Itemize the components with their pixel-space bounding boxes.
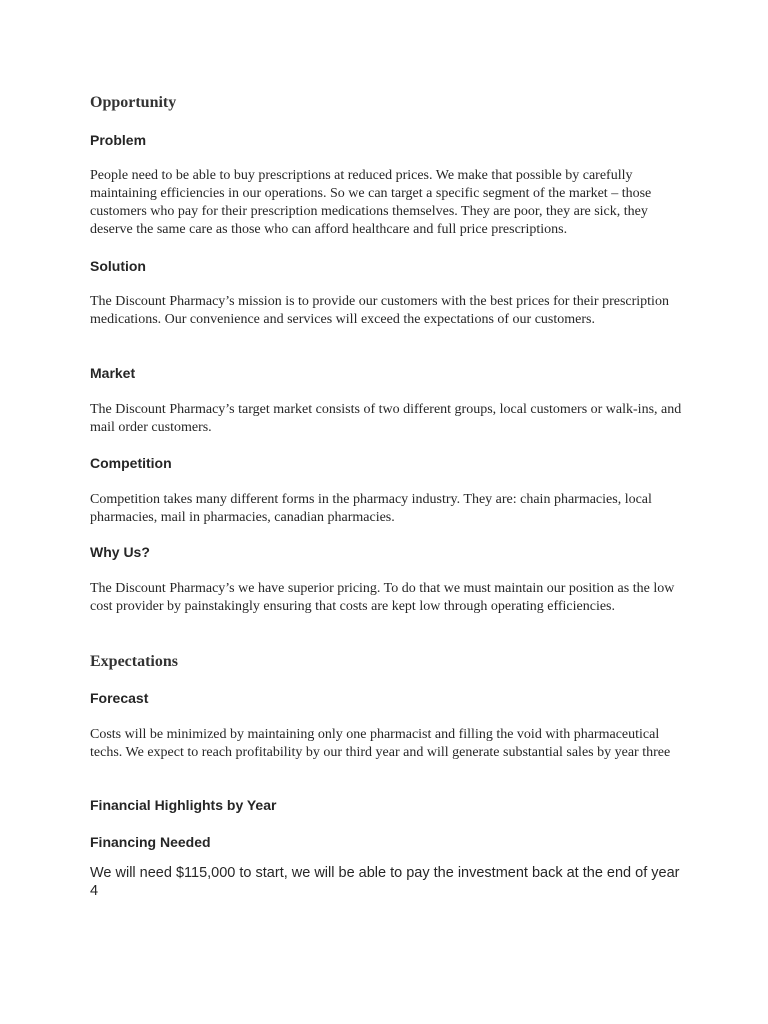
paragraph-solution: The Discount Pharmacy’s mission is to provide our customers with the best prices for their prescription medications. Our convenience and services will exceed the expectations of our customers. xyxy=(90,294,669,327)
paragraph-competition: Competition takes many different forms in the pharmacy industry. They are: chain pharmacies, local pharmacies, mail in pharmacies, canadian pharmacies. xyxy=(90,492,652,525)
heading-expectations: Expectations xyxy=(90,653,178,670)
heading-why-us: Why Us? xyxy=(90,544,150,560)
paragraph-market: The Discount Pharmacy’s target market consists of two different groups, local customers or walk-ins, and mail order customers. xyxy=(90,402,682,435)
heading-competition: Competition xyxy=(90,455,172,471)
paragraph-why-us: The Discount Pharmacy’s we have superior pricing. To do that we must maintain our position as the low cost provider by painstakingly ensuring that costs are kept low through operating efficiencies. xyxy=(90,581,675,614)
paragraph-problem: People need to be able to buy prescriptions at reduced prices. We make that possible by carefully maintaining efficiencies in our operations. So we can target a specific segment of the market – those customers who pay for their prescription medications themselves. They are poor, they are sick, they deserve the same care as those who can afford healthcare and full price prescriptions. xyxy=(90,168,652,237)
paragraph-financing-needed: We will need $115,000 to start, we will be able to pay the investment back at the end of year 4 xyxy=(90,865,680,899)
heading-market: Market xyxy=(90,365,136,381)
heading-financing-needed: Financing Needed xyxy=(90,834,211,850)
heading-solution: Solution xyxy=(90,258,146,274)
heading-opportunity: Opportunity xyxy=(90,94,177,111)
heading-forecast: Forecast xyxy=(90,690,149,706)
paragraph-forecast: Costs will be minimized by maintaining only one pharmacist and filling the void with pharmaceutical techs. We expect to reach profitability by our third year and will generate substantial sales by year three xyxy=(90,727,671,760)
heading-financial-highlights: Financial Highlights by Year xyxy=(90,797,277,813)
heading-problem: Problem xyxy=(90,132,147,148)
